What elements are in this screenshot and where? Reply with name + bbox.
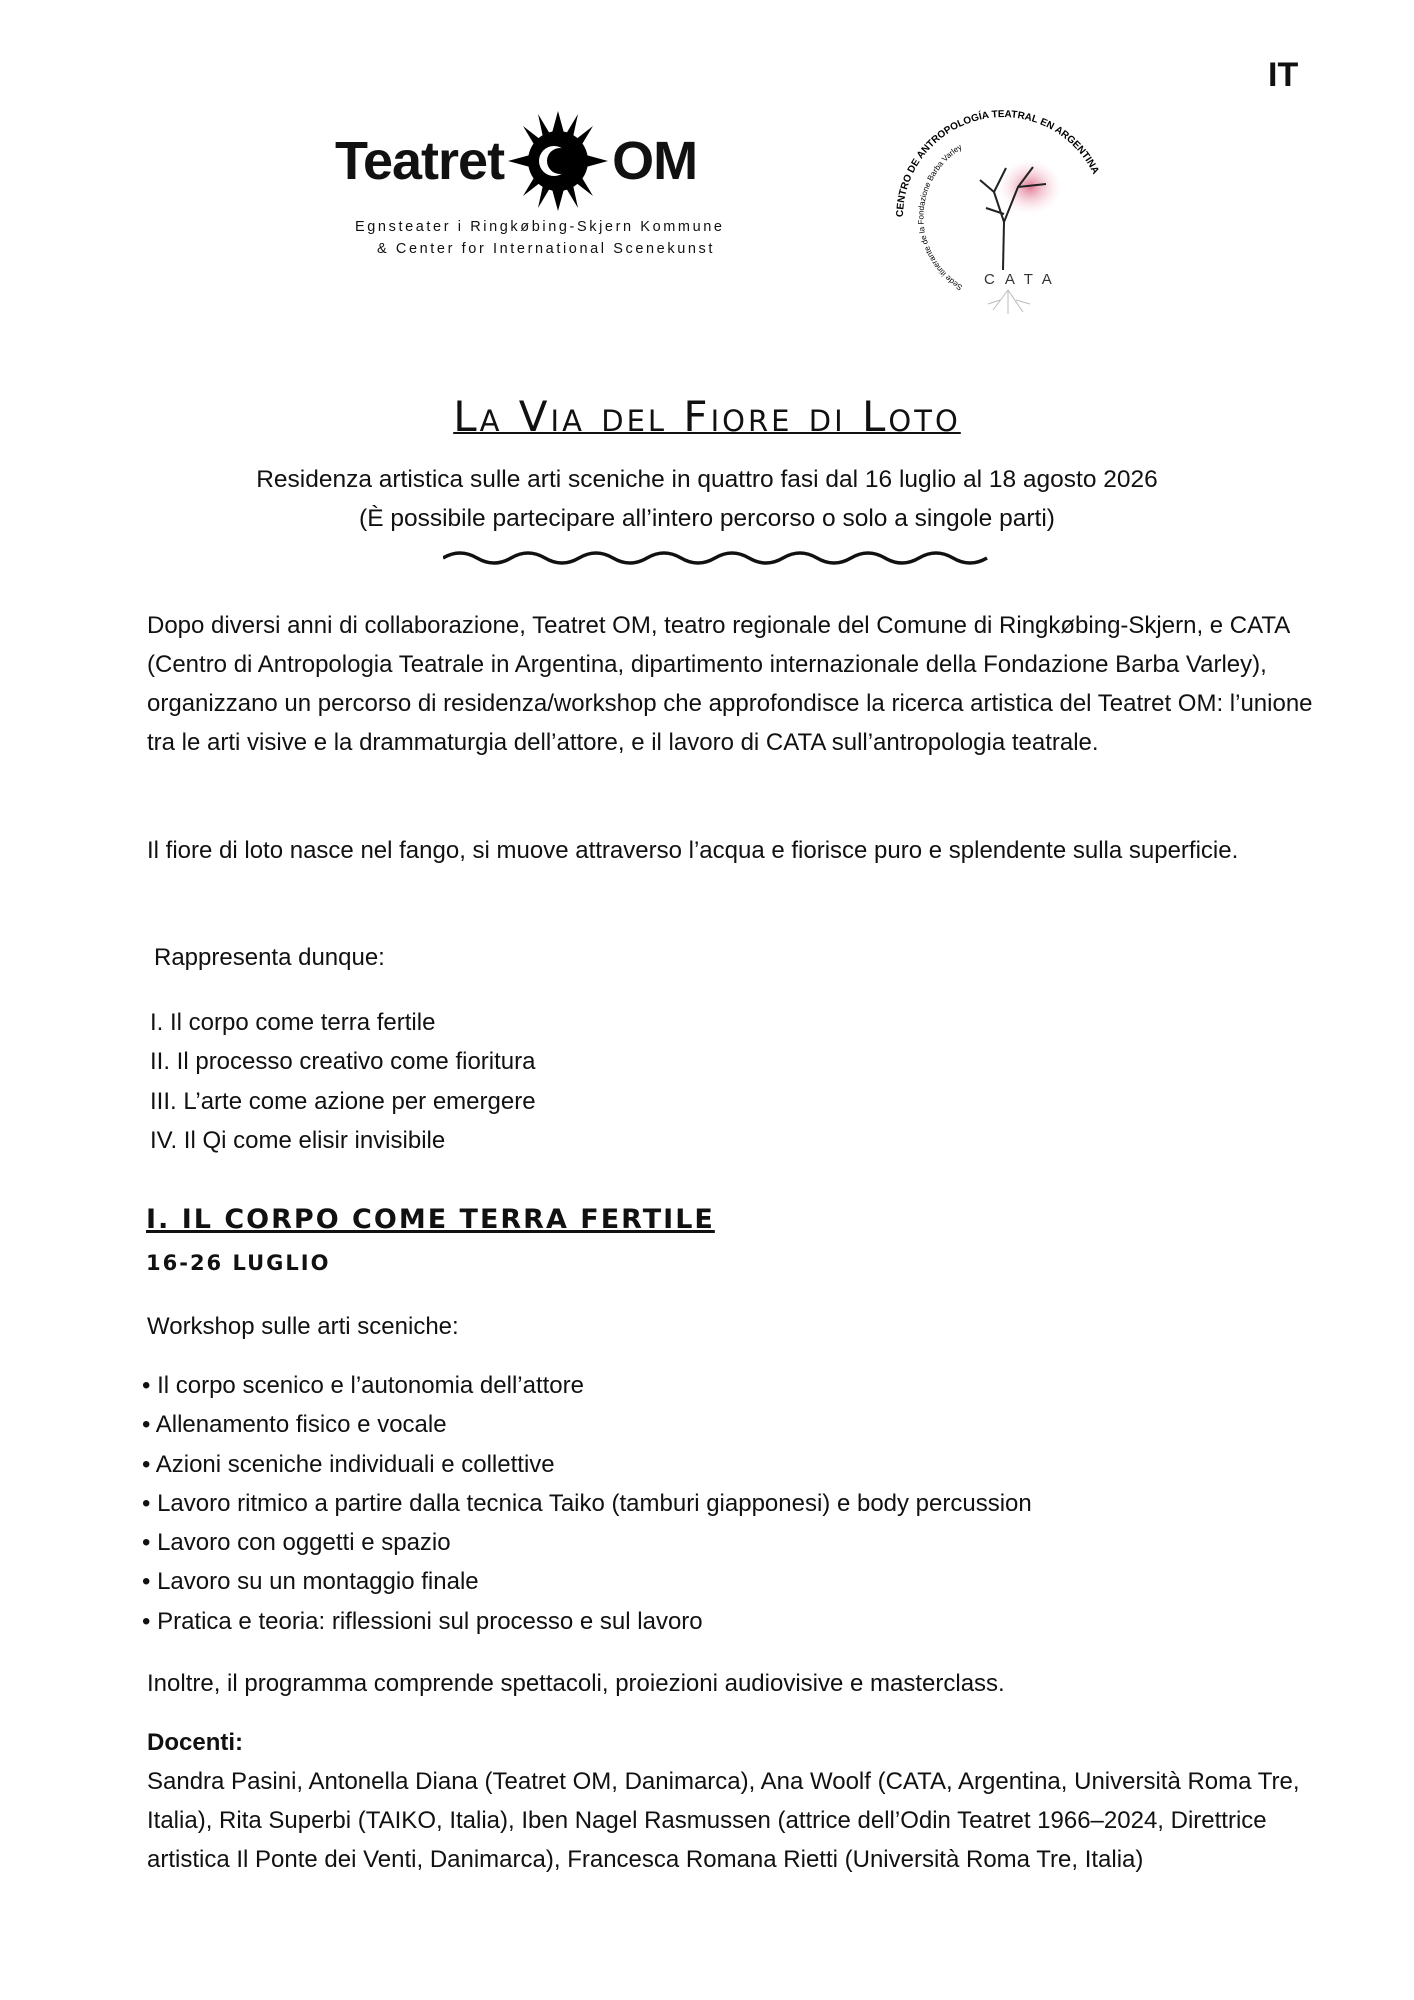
section-dates: 16-26 LUGLIO <box>146 1251 331 1275</box>
teachers-label: Docenti: <box>147 1729 243 1756</box>
phases-list <box>150 1003 1340 1160</box>
logo-tagline-2: & Center for International Scenekunst <box>377 241 716 257</box>
blossom-shape <box>998 159 1062 215</box>
teatret-om-logo <box>335 105 755 265</box>
topic-item: • Lavoro ritmico a partire dalla tecnica Taiko (tamburi giapponesi) e body percussion <box>142 1489 1032 1517</box>
topic-item: • Allenamento fisico e vocale <box>142 1411 447 1439</box>
cata-inner-text: Sede itinerante de la Fondazione Barba Varley <box>916 142 965 292</box>
subtitle: Residenza artistica sulle arti sceniche in quattro fasi dal 16 luglio al 18 agosto 2026 <box>256 466 1158 493</box>
phase-item: III. L’arte come azione per emergere <box>150 1087 536 1115</box>
sun-moon-icon <box>508 109 608 213</box>
section-heading: I. IL CORPO COME TERRA FERTILE <box>146 1204 715 1235</box>
represents-label: Rappresenta dunque: <box>154 944 385 971</box>
logo-tagline-1: Egnsteater i Ringkøbing-Skjern Kommune <box>355 219 725 235</box>
intro-paragraph: Dopo diversi anni di collaborazione, Teatret OM, teatro regionale del Comune di Ringkøbing-Skjern, e CATA (Centro di Antropologia Teatrale in Argentina, dipartimento internazionale della Fondazione Barba Varley), organizzano un percorso di residenza/workshop che approfondisce la ricerca artistica del Teatret OM: l’unione tra le arti visive e la drammaturgia dell’attore, e il lavoro di CATA sull’antropologia teatrale. <box>147 612 1313 756</box>
cata-ring-text: CENTRO DE ANTROPOLOGÍA TEATRAL EN ARGENTINA <box>894 108 1101 218</box>
roots-icon <box>988 290 1030 314</box>
subtitle-note: (È possibile partecipare all’intero percorso o solo a singole parti) <box>359 505 1055 532</box>
lotus-paragraph: Il fiore di loto nasce nel fango, si muove attraverso l’acqua e fiorisce puro e splendente sulla superficie. <box>147 837 1239 864</box>
workshop-topics-list <box>142 1366 1332 1641</box>
topic-item: • Il corpo scenico e l’autonomia dell’attore <box>142 1372 584 1399</box>
phase-item: IV. Il Qi come elisir invisibile <box>150 1126 446 1154</box>
logo-name-left: Teatret <box>335 131 505 191</box>
wave-divider <box>443 548 988 570</box>
program-extra: Inoltre, il programma comprende spettacoli, proiezioni audiovisive e masterclass. <box>147 1670 1005 1697</box>
teachers-list: Sandra Pasini, Antonella Diana (Teatret OM, Danimarca), Ana Woolf (CATA, Argentina, Università Roma Tre, Italia), Rita Superbi (TAIKO, Italia), Iben Nagel Rasmussen (attrice dell’Odin Teatret 1966–2024, Direttrice artistica Il Ponte dei Venti, Danimarca), Francesca Romana Rietti (Università Roma Tre, Italia) <box>147 1768 1300 1873</box>
phase-item: II. Il processo creativo come fioritura <box>150 1048 536 1076</box>
topic-item: • Azioni sceniche individuali e collettive <box>142 1450 555 1478</box>
topic-item: • Lavoro con oggetti e spazio <box>142 1529 451 1557</box>
logo-wordmark <box>335 109 697 213</box>
page-title: La Via del Fiore di Loto <box>453 392 961 441</box>
cata-letters: CATA <box>984 271 1062 288</box>
topic-item: • Pratica e teoria: riflessioni sul processo e sul lavoro <box>142 1607 703 1635</box>
logo-name-right: OM <box>612 131 698 191</box>
language-code: IT <box>1268 56 1299 94</box>
cata-logo <box>888 92 1118 317</box>
phase-item: I. Il corpo come terra fertile <box>150 1009 436 1036</box>
topic-item: • Lavoro su un montaggio finale <box>142 1568 479 1596</box>
workshop-intro: Workshop sulle arti sceniche: <box>147 1313 459 1340</box>
